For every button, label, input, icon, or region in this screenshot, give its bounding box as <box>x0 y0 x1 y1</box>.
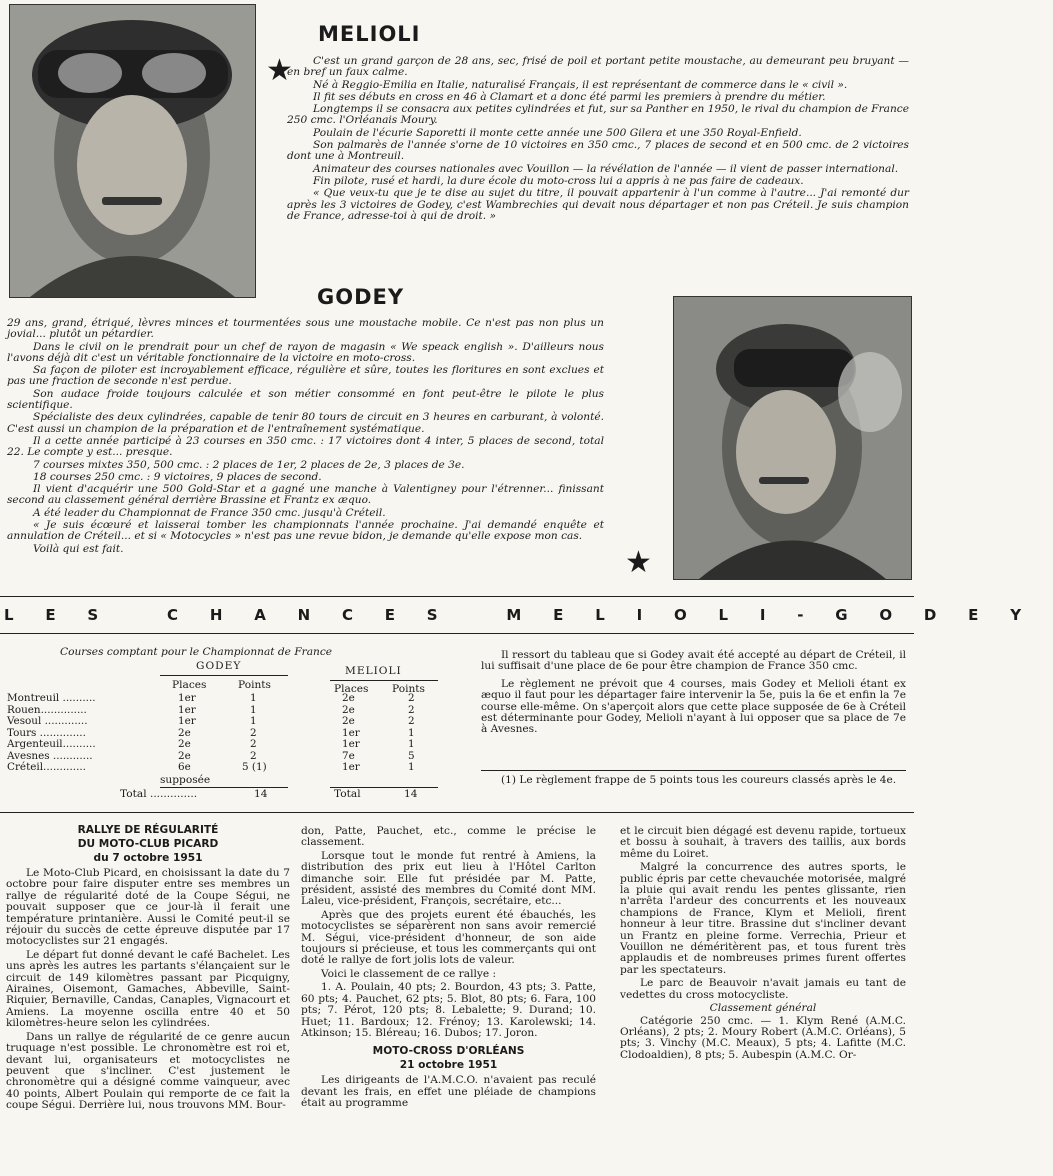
melioli-paragraph: Son palmarès de l'année s'orne de 10 victoires en 350 cmc., 7 places de second et en 500 cmc. de 2 victoires dont une à Montreuil. <box>287 139 909 163</box>
race-name: Créteil............. <box>7 761 86 773</box>
header-rule <box>330 680 438 681</box>
rallye-paragraph: Lorsque tout le monde fut rentré à Amiens, la distribution des prix eut lieu à l'Hôtel Carlton dimanche soir. Elle fut présidée par M. Patte, président, assisté des membres du Comité dont MM. Laleu, vice-président, François, secrétaire, etc... <box>301 849 596 908</box>
godey-place: 2e <box>178 738 191 750</box>
race-name: Avesnes ............ <box>7 749 93 762</box>
melioli-paragraph: Né à Reggio-Emilia en Italie, naturalisé Français, il est représentant de commerce dans le « civil ». <box>313 78 848 91</box>
orleans-column-3 <box>620 826 906 1063</box>
footnote-text: (1) Le règlement frappe de 5 points tous les coureurs classés après le 4e. <box>501 774 897 786</box>
rallye-subtitle: DU MOTO-CLUB PICARD <box>77 838 219 850</box>
orleans-paragraph: Les dirigeants de l'A.M.C.O. n'avaient pas reculé devant les frais, en effet une pléiade de champions était au programme <box>301 1074 596 1110</box>
rallye-paragraph: Le Moto-Club Picard, en choisissant la date du 7 octobre pour faire disputer entre ses membres un rallye de régularité doté de la Coupe Ségui, ne pouvait supposer que ce jour-là il ferait une température printanière. Aussi le Comité peut-il se réjouir du succès de cette épreuve disputée par 17 motocyclistes sur 21 engagés. <box>6 867 290 948</box>
melioli-place: 1er <box>342 761 360 773</box>
godey-points: 1 <box>250 692 257 704</box>
melioli-points: 1 <box>408 726 415 739</box>
melioli-points: 2 <box>408 715 415 727</box>
melioli-place: 2e <box>342 715 355 727</box>
footnote <box>481 775 906 788</box>
godey-paragraph: A été leader du Championnat de France 350 cmc. jusqu'à Créteil. <box>33 506 386 519</box>
portrait-illustration <box>674 297 911 579</box>
rallye-column-2 <box>301 826 596 1112</box>
godey-paragraph: Voilà qui est fait. <box>33 542 124 555</box>
melioli-paragraph: Fin pilote, rusé et hardi, la dure école du moto-cross lui a appris à ne pas faire de cadeaux. <box>313 174 804 187</box>
places-label: Places <box>172 679 207 691</box>
rallye-paragraph: Dans un rallye de régularité de ce genre aucun truquage n'est possible. Le chronomètre est roi et, devant lui, organisateurs et motocyclistes ne peuvent que s'incliner. C'est justement le chronomètre qui a désigné comme vainqueur, avec 40 points, Albert Poulain qui remporte de ce fait la coupe Ségui. Derrière lui, nous trouvons MM. Bour- <box>6 1030 290 1112</box>
melioli-column-header: MELIOLI <box>345 665 402 677</box>
melioli-name: MELIOLI <box>318 22 421 46</box>
melioli-paragraph: Animateur des courses nationales avec Vouillon — la révélation de l'année — il vient de passer international. <box>313 162 899 175</box>
places-label: Places <box>334 683 369 695</box>
portrait-illustration <box>10 5 255 297</box>
godey-photo <box>673 296 912 580</box>
classement-text: Catégorie 250 cmc. — 1. Klym René (A.M.C. Orléans), 2 pts; 2. Moury Robert (A.M.C. Orléans), 5 pts; 3. Vinchy (M.C. Meaux), 5 pts; 4. Lafitte (M.C. Clodoaldien), 8 pts; 5. Aubespin (A.M.C. Or- <box>620 1014 906 1061</box>
chances-banner <box>0 596 1053 634</box>
godey-points: 1 <box>250 715 257 727</box>
total-label: Total .............. <box>120 788 198 800</box>
melioli-place: 7e <box>342 749 355 762</box>
melioli-points: 1 <box>408 738 415 750</box>
godey-points: 2 <box>250 738 257 750</box>
melioli-paragraph: Poulain de l'écurie Saporetti il monte cette année une 500 Gilera et une 350 Royal-Enfield. <box>313 126 802 139</box>
section-rule <box>0 812 914 813</box>
banner-title: LES CHANCES MELIOLI-GODEY <box>4 606 1053 624</box>
orleans-date: 21 octobre 1951 <box>399 1059 498 1072</box>
godey-place: 6e <box>178 761 191 773</box>
godey-column-header: GODEY <box>196 660 242 672</box>
melioli-place: 1er <box>342 726 360 739</box>
header-rule <box>160 675 288 676</box>
orleans-paragraph: Malgré la concurrence des autres sports, le public épris par cette chevauchée motorisée, malgré la pluie qui avait rendu les pentes glissante, rien n'arrêta l'ardeur des concurrents et les nouveaux champions de France, Klym et Melioli, firent honneur à leur titre. Brassine dut s'incliner devant un Frantz en pleine forme. Verrechia, Prieur et Vouillon ne déméritèrent pas, et tous furent très applaudis et de nombreuses primes furent offertes par les spectateurs. <box>620 861 906 976</box>
melioli-place: 2e <box>342 692 355 704</box>
classement-title: Classement général <box>709 1002 817 1015</box>
melioli-photo <box>9 4 256 298</box>
melioli-paragraph: Longtemps il se consacra aux petites cylindrées et fut, sur sa Panther en 1950, le rival du champion de France 250 cmc. l'Orléanais Moury. <box>287 103 909 127</box>
points-label: Points <box>392 683 425 695</box>
godey-paragraph: Spécialiste des deux cylindrées, capable de tenir 80 tours de circuit en 3 heures en carburant, à volonté. C'est aussi un champion de la préparation et de l'entraînement systématique. <box>7 411 604 435</box>
melioli-paragraph: C'est un grand garçon de 28 ans, sec, frisé de poil et portant petite moustache, au demeurant peu bruyant — en bref un faux calme. <box>287 55 909 79</box>
melioli-paragraph: Il fit ses débuts en cross en 46 à Clamart et a donc été parmi les premiers à prendre du métier. <box>313 90 826 103</box>
godey-paragraph: Il a cette année participé à 23 courses en 350 cmc. : 17 victoires dont 4 inter, 5 places de second, total 22. Le compte y est... presque. <box>7 434 604 459</box>
star-icon: ★ <box>266 53 293 88</box>
godey-points: 1 <box>250 703 257 716</box>
rallye-column-1 <box>6 824 290 1114</box>
orleans-paragraph: et le circuit bien dégagé est devenu rapide, tortueux et bossu à souhait, à travers des taillis, aux bords même du Loiret. <box>620 825 906 860</box>
godey-paragraph: Dans le civil on le prendrait pour un chef de rayon de magasin « We speack english ». D'ailleurs nous l'avons déjà dit c'est un véritable fonctionnaire de la victoire en moto-cross. <box>7 340 604 364</box>
rallye-paragraph: Le départ fut donné devant le café Bachelet. Les uns après les autres les partants s'élançaient sur le circuit de 149 kilomètres passant par Picquigny, Airaines, Oisemont, Gamaches, Abbeville, Saint-Riquier, Bernaville, Candas, Canaples, Vignacourt et Amiens. La moyenne oscilla entre 40 et 50 kilomètres-heure selon les cylindrées. <box>6 948 290 1030</box>
godey-paragraph: 18 courses 250 cmc. : 9 victoires, 9 places de second. <box>33 470 322 483</box>
points-label: Points <box>238 679 271 691</box>
godey-paragraph: Sa façon de piloter est incroyablement efficace, régulière et sûre, toutes les floritures en sont exclues et pas une fraction de seconde n'est perdue. <box>7 364 604 388</box>
melioli-total-label: Total <box>334 788 361 800</box>
godey-points: 2 <box>250 749 257 762</box>
godey-place: 1er <box>178 715 196 727</box>
chances-text <box>481 650 906 738</box>
melioli-points: 2 <box>408 703 415 716</box>
race-name: Tours .............. <box>7 726 86 739</box>
orleans-paragraph: Le parc de Beauvoir n'avait jamais eu tant de vedettes du cross motocycliste. <box>620 977 906 1001</box>
godey-paragraph: Son audace froide toujours calculée et son métier consommé en font peut-être le pilote le plus scientifique. <box>7 387 604 412</box>
melioli-points: 2 <box>408 692 415 704</box>
rallye-paragraph: Voici le classement de ce rallye : <box>321 967 497 980</box>
race-name: Rouen.............. <box>7 703 87 716</box>
godey-paragraph: Il vient d'acquérir une 500 Gold-Star et a gagné une manche à Valentigney pour l'étrenner... finissant second au classement général derrière Brassine et Frantz ex æquo. <box>7 483 604 507</box>
star-icon: ★ <box>625 545 652 580</box>
melioli-place: 2e <box>342 703 355 716</box>
rallye-results: 1. A. Poulain, 40 pts; 2. Bourdon, 43 pts; 3. Patte, 60 pts; 4. Pauchet, 62 pts; 5. Blot, 80 pts; 6. Fara, 100 pts; 7. Pérot, 120 pts; 8. Lebalette; 9. Durand; 10. Huet; 11. Bardoux; 12. Frénoy; 13. Karolewski; 14. Atkinson; 15. Bléreau; 16. Dubos; 17. Joron. <box>301 981 596 1039</box>
melioli-paragraph: « Que veux-tu que je te dise au sujet du titre, il pouvait appartenir à l'un comme à l'autre... J'ai remonté dur après les 3 victoires de Godey, c'est Wambrechies qui devait nous départager et non pas Créteil. Je suis champion de France, adresse-toi à qui de droit. » <box>287 187 909 222</box>
rallye-paragraph: don, Patte, Pauchet, etc., comme le précise le classement. <box>301 825 596 849</box>
table-caption: Courses comptant pour le Championnat de France <box>60 646 333 658</box>
godey-name: GODEY <box>317 285 405 309</box>
godey-place: 1er <box>178 703 196 716</box>
melioli-points: 1 <box>408 761 415 773</box>
godey-points: 5 (1) <box>242 761 267 773</box>
melioli-total: 14 <box>404 788 418 800</box>
melioli-bio <box>287 56 909 223</box>
godey-points: 2 <box>250 726 257 739</box>
race-name: Vesoul ............. <box>7 715 88 727</box>
melioli-place: 1er <box>342 738 360 750</box>
melioli-points: 5 <box>408 749 415 762</box>
rallye-paragraph: Après que des projets eurent été ébauchés, les motocyclistes se séparèrent non sans avoir remercié M. Ségui, vice-président d'honneur, de son aide toujours si précieuse, et tous les commerçants qui ont doté le rallye de fort jolis lots de valeur. <box>301 908 596 967</box>
rallye-title: RALLYE DE RÉGULARITÉ <box>77 824 219 836</box>
chances-paragraph: Il ressort du tableau que si Godey avait été accepté au départ de Créteil, il lui suffisait d'une place de 6e pour être champion de France 350 cmc. <box>481 649 906 673</box>
orleans-title: MOTO-CROSS D'ORLÉANS <box>372 1045 525 1058</box>
godey-place: 2e <box>178 749 191 762</box>
race-name: Montreuil .......... <box>7 692 96 704</box>
godey-place: 1er <box>178 692 196 704</box>
footnote-rule <box>481 770 906 771</box>
rallye-date: du 7 octobre 1951 <box>93 852 203 864</box>
godey-paragraph: « Je suis écœuré et laisserai tomber les championnats l'année prochaine. J'ai demandé enquête et annulation de Créteil... et si « Motocycles » n'est pas une revue bidon, je demande qu'elle expose mon cas. <box>7 519 604 543</box>
godey-paragraph: 29 ans, grand, étriqué, lèvres minces et tourmentées sous une moustache mobile. Ce n'est pas non plus un jovial... plutôt un pétardier. <box>7 317 604 341</box>
chances-paragraph: Le règlement ne prévoit que 4 courses, mais Godey et Melioli étant ex æquo il faut pour les départager faire intervenir la 5e, puis la 6e et enfin la 7e course elle-même. On s'aperçoit alors que cette place supposée de 6e à Créteil est déterminante pour Godey, Melioli n'ayant à lui opposer que sa place de 7e à Avesnes. <box>481 677 906 736</box>
godey-bio <box>7 318 604 556</box>
godey-paragraph: 7 courses mixtes 350, 500 cmc. : 2 places de 1er, 2 places de 2e, 3 places de 3e. <box>33 458 465 471</box>
supposee-note: supposée <box>160 774 211 786</box>
godey-place: 2e <box>178 726 191 739</box>
godey-total: 14 <box>254 788 268 800</box>
race-name: Argenteuil.......... <box>7 738 96 750</box>
